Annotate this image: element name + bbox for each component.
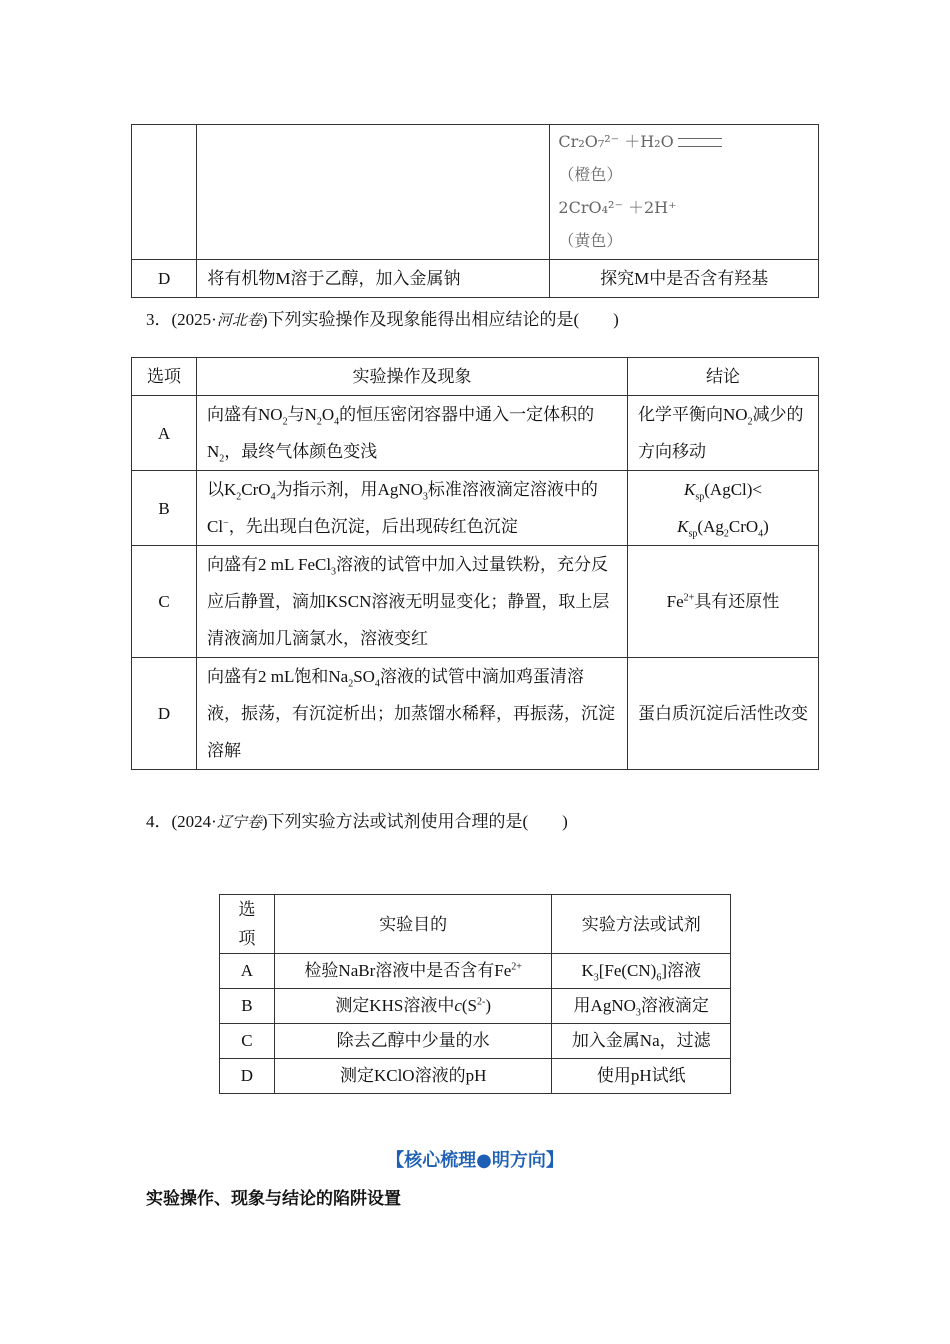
option-cell: C bbox=[132, 546, 197, 658]
table-row bbox=[132, 260, 819, 298]
conclusion-cell: $K_{sp}(AgCl)<$ $K_{sp}(Ag_2CrO_4)$ bbox=[628, 471, 819, 546]
section-heading: 【核心梳理●明方向】 bbox=[386, 1150, 564, 1171]
operation-cell: 向盛有2 mL FeCl$_3$溶液的试管中加入过量铁粉，充分反应后静置，滴加KSCN溶液无明显变化；静置，取上层清液滴加几滴氯水，溶液变红 bbox=[197, 546, 628, 658]
conclusion-cell: 蛋白质沉淀后活性改变 bbox=[628, 658, 819, 770]
table-row bbox=[220, 1059, 731, 1094]
operation-cell: 向盛有$NO_2$与$N_2O_4$的恒压密闭容器中通入一定体积的$N_2$，最终气体颜色变浅 bbox=[197, 396, 628, 471]
option-cell bbox=[132, 125, 197, 260]
option-cell: C bbox=[220, 1024, 275, 1059]
method-cell: 使用pH试纸 bbox=[552, 1059, 731, 1094]
orange-color-label: （橙色） bbox=[558, 165, 623, 184]
source-name: 河北卷 bbox=[216, 311, 262, 329]
equation-cell bbox=[550, 125, 819, 260]
header-conclusion: 结论 bbox=[628, 358, 819, 396]
purpose-cell: 探究M中是否含有羟基 bbox=[550, 260, 819, 298]
option-cell: D bbox=[132, 658, 197, 770]
purpose-cell: 除去乙醇中少量的水 bbox=[274, 1024, 552, 1059]
equilibrium-line-1: Cr₂O₇²⁻ ＋H₂O bbox=[558, 125, 810, 158]
method-cell: $K_3[Fe(CN)_6]$溶液 bbox=[552, 954, 731, 989]
yellow-color-label: （黄色） bbox=[558, 231, 623, 250]
option-cell: D bbox=[132, 260, 197, 298]
table-header-row bbox=[132, 358, 819, 396]
table-row bbox=[220, 954, 731, 989]
option-cell: A bbox=[132, 396, 197, 471]
table-row bbox=[132, 396, 819, 471]
question-4-stem: 4．(2024·辽宁卷)下列实验方法或试剂使用合理的是( ) bbox=[146, 812, 568, 831]
question-3-stem: 3．(2025·河北卷)下列实验操作及现象能得出相应结论的是( ) bbox=[146, 310, 619, 329]
header-option: 选项 bbox=[220, 895, 275, 954]
equilibrium-line-2: 2CrO₄²⁻ ＋2H⁺ bbox=[558, 198, 677, 217]
header-operation: 实验操作及现象 bbox=[197, 358, 628, 396]
table-header-row bbox=[220, 895, 731, 954]
purpose-cell: 检验NaBr溶液中是否含有$Fe^{2+}$ bbox=[274, 954, 552, 989]
option-cell: A bbox=[220, 954, 275, 989]
header-option: 选项 bbox=[132, 358, 197, 396]
operation-cell: 以$K_2CrO_4$为指示剂，用AgNO$_3$标准溶液滴定溶液中的Cl−，先出现白色沉淀，后出现砖红色沉淀 bbox=[197, 471, 628, 546]
table-row bbox=[132, 658, 819, 770]
option-cell: D bbox=[220, 1059, 275, 1094]
table-row bbox=[132, 546, 819, 658]
operation-cell bbox=[197, 125, 550, 260]
operation-cell: 向盛有2 mL饱和$Na_2SO_4$溶液的试管中滴加鸡蛋清溶液，振荡，有沉淀析出；加蒸馏水稀释，再振荡，沉淀溶解 bbox=[197, 658, 628, 770]
table-row bbox=[220, 989, 731, 1024]
prev-question-table bbox=[131, 124, 819, 298]
question-4-table bbox=[219, 894, 731, 1094]
option-cell: B bbox=[132, 471, 197, 546]
operation-cell: 将有机物M溶于乙醇，加入金属钠 bbox=[197, 260, 550, 298]
method-cell: 加入金属Na，过滤 bbox=[552, 1024, 731, 1059]
conclusion-cell: 化学平衡向$NO_2$减少的方向移动 bbox=[628, 396, 819, 471]
question-3-table bbox=[131, 357, 819, 770]
header-method: 实验方法或试剂 bbox=[552, 895, 731, 954]
table-row bbox=[132, 125, 819, 260]
option-cell: B bbox=[220, 989, 275, 1024]
section-subheading: 实验操作、现象与结论的陷阱设置 bbox=[146, 1189, 401, 1209]
header-purpose: 实验目的 bbox=[274, 895, 552, 954]
table-row bbox=[132, 471, 819, 546]
purpose-cell: 测定KClO溶液的pH bbox=[274, 1059, 552, 1094]
method-cell: 用AgNO$_3$溶液滴定 bbox=[552, 989, 731, 1024]
conclusion-cell: $Fe^{2+}$具有还原性 bbox=[628, 546, 819, 658]
table-row bbox=[220, 1024, 731, 1059]
equilibrium-arrow-icon bbox=[678, 138, 722, 147]
source-name: 辽宁卷 bbox=[216, 813, 262, 831]
purpose-cell: 测定KHS溶液中$c(S^{2-})$ bbox=[274, 989, 552, 1024]
